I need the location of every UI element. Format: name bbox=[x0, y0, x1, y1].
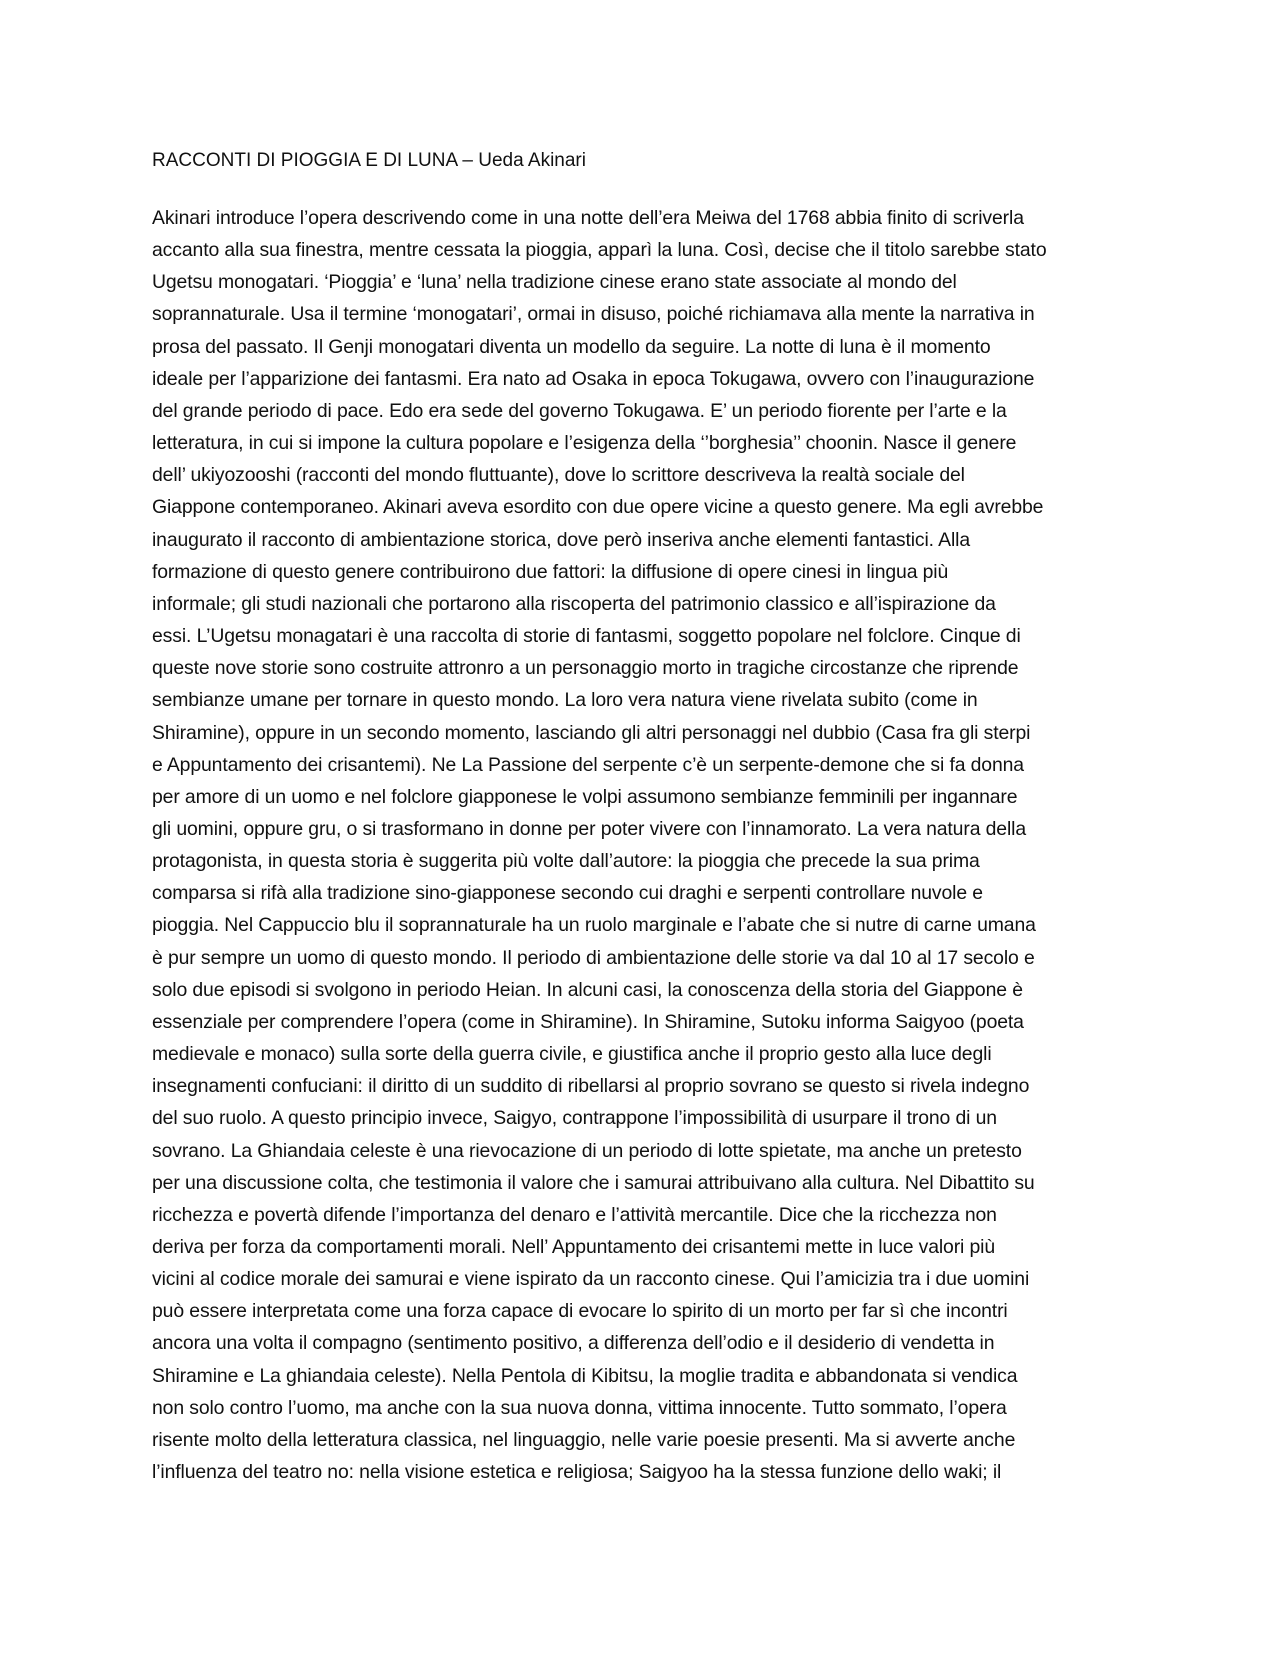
paragraph-line: del grande periodo di pace. Edo era sede del governo Tokugawa. E’ un periodo fiorente per l’arte e la bbox=[152, 399, 1007, 422]
paragraph-line: deriva per forza da comportamenti morali. Nell’ Appuntamento dei crisantemi mette in luce valori più bbox=[152, 1236, 996, 1258]
paragraph-line: prosa del passato. Il Genji monogatari diventa un modello da seguire. La notte di luna è il momento bbox=[152, 335, 991, 358]
paragraph-line: Shiramine), oppure in un secondo momento, lasciando gli altri personaggi nel dubbio (Casa fra gli sterpi bbox=[152, 721, 1031, 744]
paragraph-line: sembianze umane per tornare in questo mondo. La loro vera natura viene rivelata subito (come in bbox=[152, 689, 978, 712]
paragraph-line: comparsa si rifà alla tradizione sino-giapponese secondo cui draghi e serpenti controllare nuvole e bbox=[152, 882, 983, 905]
paragraph-line: insegnamenti confuciani: il diritto di un suddito di ribellarsi al proprio sovrano se questo si rivela indegno bbox=[152, 1075, 1030, 1098]
paragraph-line: essenziale per comprendere l’opera (come in Shiramine). In Shiramine, Sutoku informa Saigyoo (poeta bbox=[152, 1010, 1024, 1033]
paragraph-line: solo due episodi si svolgono in periodo Heian. In alcuni casi, la conoscenza della storia del Giappone è bbox=[152, 978, 1023, 1001]
paragraph-line: ricchezza e povertà difende l’importanza del denaro e l’attività mercantile. Dice che la ricchezza non bbox=[152, 1203, 997, 1226]
paragraph-line: per amore di un uomo e nel folclore giapponese le volpi assumono sembianze femminili per ingannare bbox=[152, 785, 1018, 808]
paragraph-line: protagonista, in questa storia è suggerita più volte dall’autore: la pioggia che precede la sua prima bbox=[152, 850, 980, 873]
paragraph-line: l’influenza del teatro no: nella visione estetica e religiosa; Saigyoo ha la stessa funzione dello waki; il bbox=[152, 1461, 1002, 1484]
document-title: RACCONTI DI PIOGGIA E DI LUNA – Ueda Akinari bbox=[152, 150, 586, 171]
paragraph-line: letteratura, in cui si impone la cultura popolare e l’esigenza della ‘’borghesia’’ choonin. Nasce il genere bbox=[152, 432, 1017, 455]
paragraph-line: Shiramine e La ghiandaia celeste). Nella Pentola di Kibitsu, la moglie tradita e abbandonata si vendica bbox=[152, 1364, 1018, 1387]
document-body bbox=[152, 202, 1132, 1488]
paragraph-line: non solo contro l’uomo, ma anche con la sua nuova donna, vittima innocente. Tutto sommato, l’opera bbox=[152, 1396, 1007, 1419]
paragraph-line: del suo ruolo. A questo principio invece, Saigyo, contrappone l’impossibilità di usurpare il trono di un bbox=[152, 1107, 997, 1130]
paragraph-line: medievale e monaco) sulla sorte della guerra civile, e giustifica anche il proprio gesto alla luce degli bbox=[152, 1043, 992, 1066]
paragraph-line: ideale per l’apparizione dei fantasmi. Era nato ad Osaka in epoca Tokugawa, ovvero con l’inaugurazione bbox=[152, 367, 1035, 390]
paragraph-line: può essere interpretata come una forza capace di evocare lo spirito di un morto per far sì che incontri bbox=[152, 1300, 1008, 1323]
paragraph-line: informale; gli studi nazionali che portarono alla riscoperta del patrimonio classico e all’ispirazione da bbox=[152, 592, 996, 615]
paragraph-line: ancora una volta il compagno (sentimento positivo, a differenza dell’odio e il desiderio di vendetta in bbox=[152, 1332, 995, 1355]
paragraph-line: dell’ ukiyozooshi (racconti del mondo fluttuante), dove lo scrittore descriveva la realtà sociale del bbox=[152, 464, 965, 487]
paragraph-line: e Appuntamento dei crisantemi). Ne La Passione del serpente c’è un serpente-demone che si fa donna bbox=[152, 753, 1024, 776]
paragraph-line: formazione di questo genere contribuirono due fattori: la diffusione di opere cinesi in lingua più bbox=[152, 560, 949, 583]
paragraph-line: accanto alla sua finestra, mentre cessata la pioggia, apparì la luna. Così, decise che il titolo sarebbe stato bbox=[152, 239, 1047, 262]
paragraph-line: vicini al codice morale dei samurai e viene ispirato da un racconto cinese. Qui l’amicizia tra i due uomini bbox=[152, 1268, 1030, 1291]
paragraph-line: sovrano. La Ghiandaia celeste è una rievocazione di un periodo di lotte spietate, ma anche un pretesto bbox=[152, 1139, 1022, 1162]
paragraph-line: Akinari introduce l’opera descrivendo come in una notte dell’era Meiwa del 1768 abbia finito di scriverla bbox=[152, 207, 1024, 229]
paragraph-line: risente molto della letteratura classica, nel linguaggio, nelle varie poesie presenti. Ma si avverte anche bbox=[152, 1428, 1016, 1451]
paragraph-line: pioggia. Nel Cappuccio blu il soprannaturale ha un ruolo marginale e l’abate che si nutre di carne umana bbox=[152, 914, 1036, 937]
paragraph-line: è pur sempre un uomo di questo mondo. Il periodo di ambientazione delle storie va dal 10 al 17 secolo e bbox=[152, 946, 1035, 969]
paragraph-line: soprannaturale. Usa il termine ‘monogatari’, ormai in disuso, poiché richiamava alla mente la narrativa in bbox=[152, 303, 1035, 326]
paragraph-line: Giappone contemporaneo. Akinari aveva esordito con due opere vicine a questo genere. Ma egli avrebbe bbox=[152, 496, 1044, 519]
paragraph-line: essi. L’Ugetsu monagatari è una raccolta di storie di fantasmi, soggetto popolare nel folclore. Cinque di bbox=[152, 625, 1021, 648]
paragraph-line: Ugetsu monogatari. ‘Pioggia’ e ‘luna’ nella tradizione cinese erano state associate al mondo del bbox=[152, 271, 957, 294]
paragraph-line: inaugurato il racconto di ambientazione storica, dove però inseriva anche elementi fantastici. Alla bbox=[152, 528, 970, 551]
paragraph-line: gli uomini, oppure gru, o si trasformano in donne per poter vivere con l’innamorato. La vera natura della bbox=[152, 817, 1027, 840]
paragraph-line: per una discussione colta, che testimonia il valore che i samurai attribuivano alla cultura. Nel Dibattito su bbox=[152, 1171, 1035, 1194]
paragraph-line: queste nove storie sono costruite attronro a un personaggio morto in tragiche circostanze che riprende bbox=[152, 657, 1019, 680]
